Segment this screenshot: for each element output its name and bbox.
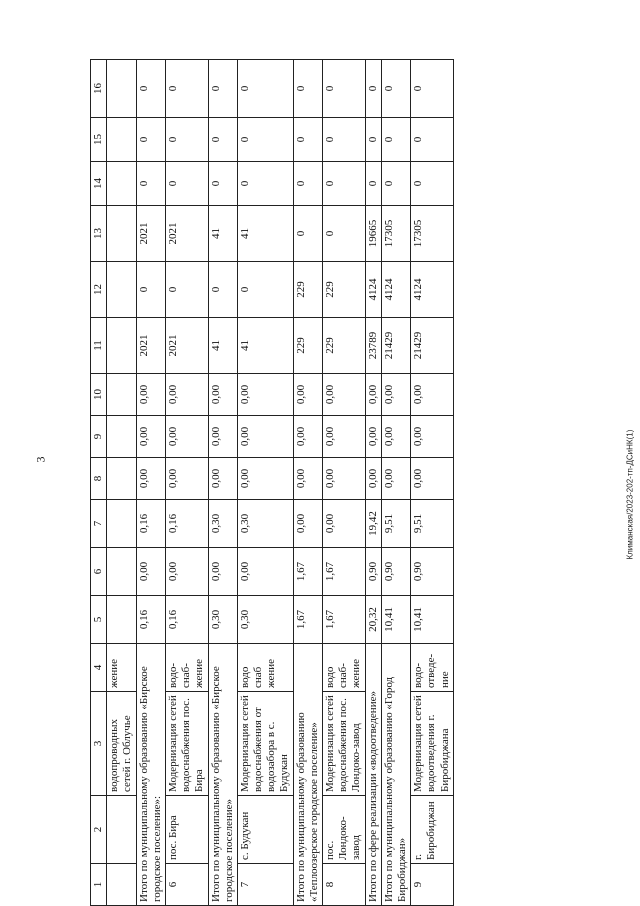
value-cell: 0	[381, 118, 410, 162]
empty-cell	[107, 262, 136, 318]
value-cell: 2021	[165, 318, 208, 374]
value-cell: 0,16	[136, 596, 165, 644]
total-row	[208, 60, 237, 906]
empty-cell	[107, 416, 136, 458]
continuation-row	[107, 60, 136, 906]
value-cell: 17305	[411, 206, 454, 262]
header-cell: 8	[91, 458, 107, 500]
total-label-cell: Итого по муниципальному образованию «Город Биробиджан»	[381, 644, 410, 906]
value-cell: 0,00	[165, 374, 208, 416]
value-cell: 0	[323, 206, 366, 262]
row-number-cell: 7	[237, 864, 293, 906]
value-cell: 0	[293, 206, 322, 262]
value-cell: 0,00	[293, 500, 322, 548]
value-cell: 0,30	[237, 500, 293, 548]
value-cell: 2021	[136, 206, 165, 262]
header-cell: 11	[91, 318, 107, 374]
project-name-cell: Модернизация сетей водоснабжения пос. Лондоко-завод	[323, 692, 366, 796]
total-label-cell: Итого по муниципальному образованию «Бирское городское поселение»	[208, 644, 237, 906]
value-cell: 0	[136, 162, 165, 206]
header-cell: 13	[91, 206, 107, 262]
value-cell: 0,00	[237, 374, 293, 416]
row-number-cell: 8	[323, 864, 366, 906]
value-cell: 0,00	[293, 374, 322, 416]
value-cell: 4124	[365, 262, 381, 318]
value-cell: 0,16	[136, 500, 165, 548]
value-cell: 0,00	[411, 458, 454, 500]
header-cell: 9	[91, 416, 107, 458]
value-cell: 229	[293, 262, 322, 318]
project-row	[165, 60, 208, 906]
category-cell: водо-отведе-ние	[411, 644, 454, 692]
value-cell: 0,00	[365, 458, 381, 500]
value-cell: 0,00	[208, 374, 237, 416]
value-cell: 0,00	[208, 458, 237, 500]
empty-cell	[107, 318, 136, 374]
header-cell: 6	[91, 548, 107, 596]
locality-cell: пос. Бира	[165, 796, 208, 864]
project-row	[411, 60, 454, 906]
value-cell: 0	[323, 162, 366, 206]
page-number: 3	[33, 456, 48, 463]
value-cell: 0,00	[381, 416, 410, 458]
value-cell: 0	[381, 162, 410, 206]
value-cell: 0,00	[165, 548, 208, 596]
value-cell: 229	[293, 318, 322, 374]
value-cell: 41	[237, 206, 293, 262]
value-cell: 1,67	[323, 548, 366, 596]
value-cell: 0,00	[237, 416, 293, 458]
empty-cell	[107, 374, 136, 416]
empty-cell	[107, 500, 136, 548]
value-cell: 0	[165, 262, 208, 318]
value-cell: 229	[323, 262, 366, 318]
value-cell: 0,90	[381, 548, 410, 596]
empty-cell	[107, 458, 136, 500]
value-cell: 0,16	[165, 500, 208, 548]
value-cell: 0,00	[136, 548, 165, 596]
value-cell: 20,32	[365, 596, 381, 644]
empty-cell	[107, 60, 136, 118]
rotated-table-wrapper	[90, 60, 610, 906]
value-cell: 0,00	[323, 500, 366, 548]
value-cell: 0,16	[165, 596, 208, 644]
category-cell: жение	[107, 644, 136, 692]
value-cell: 0	[237, 60, 293, 118]
empty-cell	[107, 162, 136, 206]
value-cell: 0,00	[381, 458, 410, 500]
project-row	[237, 60, 293, 906]
value-cell: 0,00	[237, 458, 293, 500]
header-cell: 5	[91, 596, 107, 644]
value-cell: 0	[365, 162, 381, 206]
header-cell: 4	[91, 644, 107, 692]
value-cell: 0,00	[165, 416, 208, 458]
locality-cell: с. Будукан	[237, 796, 293, 864]
value-cell: 0,00	[136, 374, 165, 416]
value-cell: 41	[208, 206, 237, 262]
category-cell: водо снаб жение	[237, 644, 293, 692]
value-cell: 0,30	[237, 596, 293, 644]
value-cell: 0,00	[323, 416, 366, 458]
value-cell: 0,00	[237, 548, 293, 596]
value-cell: 0	[237, 162, 293, 206]
value-cell: 0,00	[208, 548, 237, 596]
value-cell: 0,00	[323, 374, 366, 416]
value-cell: 0,90	[365, 548, 381, 596]
total-row	[381, 60, 410, 906]
header-cell: 2	[91, 796, 107, 864]
value-cell: 0	[208, 118, 237, 162]
project-name-cell: водопроводных сетей г. Облучье	[107, 692, 136, 796]
header-cell: 3	[91, 692, 107, 796]
value-cell: 0	[365, 118, 381, 162]
value-cell: 17305	[381, 206, 410, 262]
header-row	[91, 60, 107, 906]
value-cell: 0	[411, 162, 454, 206]
value-cell: 0,00	[293, 458, 322, 500]
value-cell: 0,00	[411, 416, 454, 458]
value-cell: 1,67	[293, 596, 322, 644]
value-cell: 0,30	[208, 500, 237, 548]
value-cell: 0,00	[293, 416, 322, 458]
value-cell: 0	[136, 60, 165, 118]
value-cell: 0	[165, 162, 208, 206]
value-cell: 21429	[411, 318, 454, 374]
value-cell: 0	[323, 118, 366, 162]
document-reference-note: Климанская/2023-202-тп-ДСиНК(1)	[625, 429, 635, 560]
value-cell: 0	[293, 60, 322, 118]
value-cell: 41	[237, 318, 293, 374]
value-cell: 9,51	[381, 500, 410, 548]
value-cell: 23789	[365, 318, 381, 374]
locality-cell: г. Биробиджан	[411, 796, 454, 864]
rotated-page-area	[90, 60, 640, 902]
value-cell: 0,00	[208, 416, 237, 458]
category-cell: водо-снаб-жение	[165, 644, 208, 692]
value-cell: 0,00	[136, 458, 165, 500]
value-cell: 0	[381, 60, 410, 118]
value-cell: 0	[208, 162, 237, 206]
value-cell: 1,67	[323, 596, 366, 644]
value-cell: 0	[208, 262, 237, 318]
value-cell: 0	[165, 118, 208, 162]
value-cell: 9,51	[411, 500, 454, 548]
locality-cell: пос. Лондоко-завод	[323, 796, 366, 864]
value-cell: 10,41	[381, 596, 410, 644]
total-label-cell: Итого по сфере реализации «водоотведение»	[365, 644, 381, 906]
empty-cell	[107, 118, 136, 162]
value-cell: 0	[165, 60, 208, 118]
header-cell: 12	[91, 262, 107, 318]
header-cell: 10	[91, 374, 107, 416]
value-cell: 0	[323, 60, 366, 118]
row-number-cell: 6	[165, 864, 208, 906]
project-name-cell: Модернизация сетей водоотведения г. Биробиджана	[411, 692, 454, 796]
value-cell: 229	[323, 318, 366, 374]
total-label-cell: Итого по муниципальному образованию «Бирское городское поселение»:	[136, 644, 165, 906]
value-cell: 0,00	[381, 374, 410, 416]
value-cell: 1,67	[293, 548, 322, 596]
empty-cell	[107, 796, 136, 864]
value-cell: 0	[411, 118, 454, 162]
project-name-cell: Модернизация сетей водоснабжения от водозабора в с. Будукан	[237, 692, 293, 796]
value-cell: 4124	[381, 262, 410, 318]
empty-cell	[107, 206, 136, 262]
total-label-cell: Итого по муниципальному образованию «Теплоозерское городское поселение»	[293, 644, 322, 906]
value-cell: 0,30	[208, 596, 237, 644]
total-row	[365, 60, 381, 906]
header-cell: 16	[91, 60, 107, 118]
header-cell: 7	[91, 500, 107, 548]
value-cell: 0	[365, 60, 381, 118]
value-cell: 4124	[411, 262, 454, 318]
header-cell: 14	[91, 162, 107, 206]
value-cell: 0	[293, 162, 322, 206]
value-cell: 0,00	[365, 374, 381, 416]
value-cell: 10,41	[411, 596, 454, 644]
category-cell: водо снаб-жение	[323, 644, 366, 692]
project-row	[323, 60, 366, 906]
value-cell: 0	[237, 118, 293, 162]
empty-cell	[107, 596, 136, 644]
value-cell: 2021	[136, 318, 165, 374]
value-cell: 0,00	[323, 458, 366, 500]
value-cell: 0	[293, 118, 322, 162]
row-number-cell: 9	[411, 864, 454, 906]
header-cell: 15	[91, 118, 107, 162]
value-cell: 0	[136, 262, 165, 318]
value-cell: 19665	[365, 206, 381, 262]
empty-cell	[107, 864, 136, 906]
value-cell: 0,90	[411, 548, 454, 596]
header-cell: 1	[91, 864, 107, 906]
value-cell: 0	[208, 60, 237, 118]
value-cell: 0	[237, 262, 293, 318]
value-cell: 21429	[381, 318, 410, 374]
value-cell: 0	[411, 60, 454, 118]
value-cell: 0,00	[136, 416, 165, 458]
value-cell: 0,00	[165, 458, 208, 500]
value-cell: 2021	[165, 206, 208, 262]
empty-cell	[107, 548, 136, 596]
total-row	[136, 60, 165, 906]
value-cell: 0,00	[411, 374, 454, 416]
project-name-cell: Модернизация сетей водоснабжения пос. Бира	[165, 692, 208, 796]
investment-table	[90, 59, 454, 906]
value-cell: 41	[208, 318, 237, 374]
value-cell: 0	[136, 118, 165, 162]
value-cell: 19,42	[365, 500, 381, 548]
total-row	[293, 60, 322, 906]
value-cell: 0,00	[365, 416, 381, 458]
